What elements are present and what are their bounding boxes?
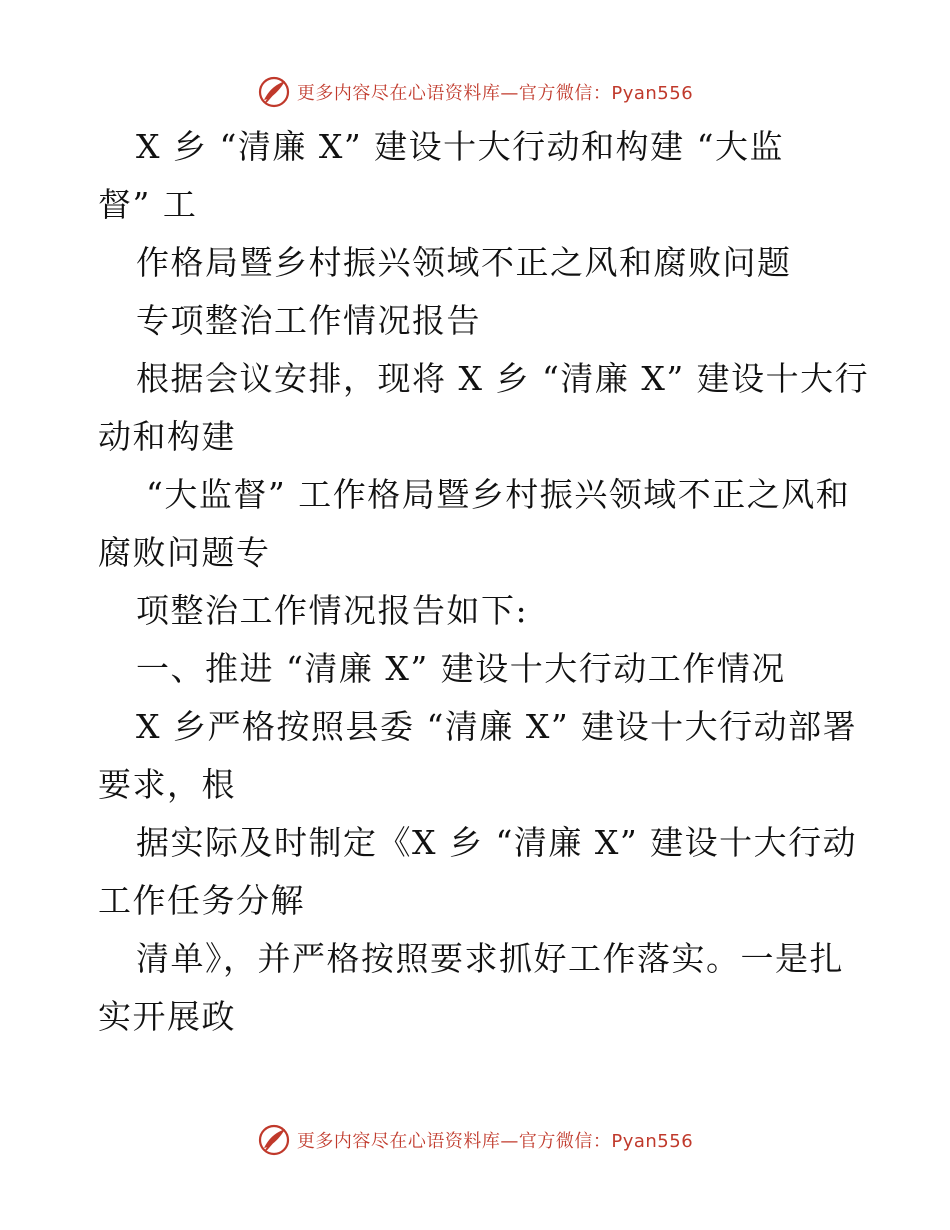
- paragraph-line: 清单》，并严格按照要求抓好工作落实。一是扎: [136, 939, 844, 978]
- title-line-2: 督” 工: [98, 185, 198, 224]
- paragraph-line: 动和构建: [98, 417, 236, 456]
- title-line-1: X 乡 “清廉 X” 建设十大行动和构建 “大监: [136, 127, 785, 166]
- title-line-4: 专项整治工作情况报告: [136, 301, 481, 340]
- paragraph-line: 工作任务分解: [98, 881, 305, 920]
- header-watermark: [0, 72, 950, 112]
- paragraph-line: 实开展政: [98, 997, 236, 1036]
- quill-seal-icon: [257, 1123, 291, 1157]
- paragraph-line: 据实际及时制定《X 乡 “清廉 X” 建设十大行动: [136, 823, 858, 862]
- paragraph-line: 项整治工作情况报告如下:: [136, 591, 529, 630]
- paragraph-line: “大监督” 工作格局暨乡村振兴领域不正之风和: [146, 475, 851, 514]
- quill-seal-icon: [257, 75, 291, 109]
- footer-watermark: [0, 1120, 950, 1160]
- paragraph-line: X 乡严格按照县委 “清廉 X” 建设十大行动部署: [136, 707, 858, 746]
- paragraph-line: 腐败问题专: [98, 533, 271, 572]
- paragraph-line: 要求，根: [98, 765, 236, 804]
- title-line-3: 作格局暨乡村振兴领域不正之风和腐败问题: [136, 243, 792, 282]
- paragraph-line: 根据会议安排，现将 X 乡 “清廉 X” 建设十大行: [136, 359, 870, 398]
- section-heading: 一、推进 “清廉 X” 建设十大行动工作情况: [136, 649, 786, 688]
- watermark-text: 更多内容尽在心语资料库—官方微信：Pyan556: [296, 83, 694, 104]
- watermark-text: 更多内容尽在心语资料库—官方微信：Pyan556: [296, 1131, 694, 1152]
